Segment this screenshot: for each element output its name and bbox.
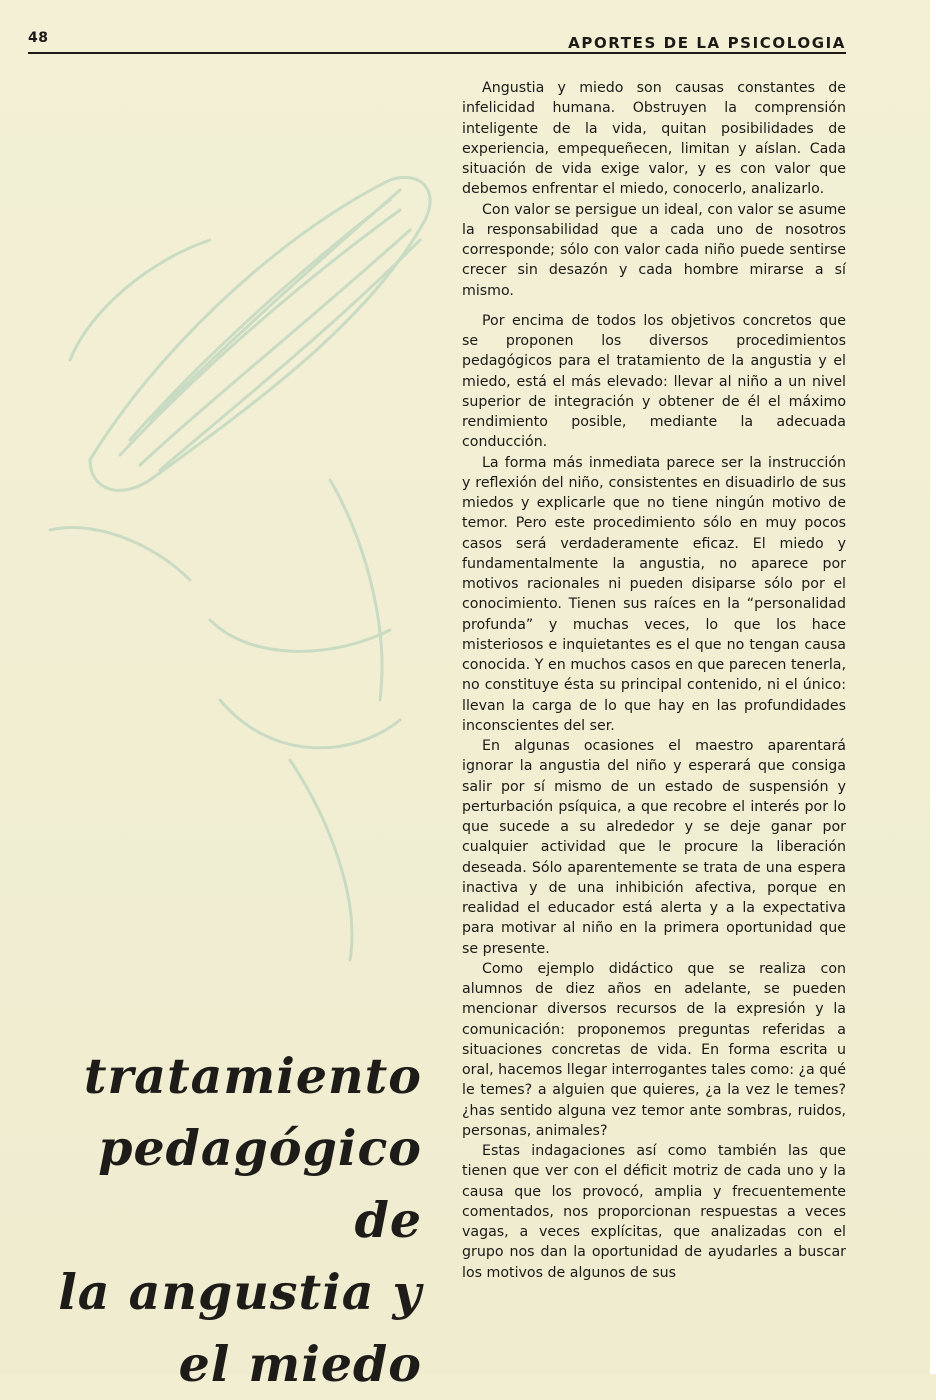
paragraph: En algunas ocasiones el maestro aparentará ignorar la angustia del niño y esperará que consiga salir por sí mismo de un estado de suspensión y perturbación psíquica, a que recobre el interés por lo que sucede a su alrededor y se deje ganar por cualquier actividad que le procure la liberación deseada. Sólo aparentemente se trata de una espera inactiva y de una inhibición afectiva, porque en realidad el educador está alerta y a la expectativa para motivar al niño en la primera oportunidad que se presente. [462, 738, 846, 957]
running-title: APORTES DE LA PSICOLOGIA [568, 34, 846, 52]
header-rule [28, 52, 846, 54]
paragraph: Con valor se persigue un ideal, con valor se asume la responsabilidad que a cada uno de nosotros corresponde; sólo con valor cada niño puede sentirse crecer sin desazón y cada hombre mirarse a sí mismo. [462, 201, 846, 299]
page-edge [930, 0, 936, 1374]
paragraph: Estas indagaciones así como también las que tienen que ver con el déficit motriz de cada uno y la causa que los provocó, amplia y frecuentemente comentados, nos proporcionan respuestas a veces vagas, a veces explícitas, que analizadas con el grupo nos dan la oportunidad de ayudarles a buscar los motivos de algunos de sus [462, 1143, 846, 1281]
heading-line: el miedo [178, 1335, 422, 1393]
paragraph: La forma más inmediata parece ser la instrucción y reflexión del niño, consistentes en disuadirlo de sus miedos y explicarle que no tiene ningún motivo de temor. Pero este procedimiento sólo en muy pocos casos será verdaderamente eficaz. El miedo y fundamentalmente la angustia, no aparece por motivos racionales ni pueden disiparse sólo por el conocimiento. Tienen sus raíces en la “personalidad profunda” y muchas veces, lo que los hace misteriosos e inquietantes es el que no tengan causa conocida. Y en muchos casos en que parecen tenerla, no constituye ésta su principal contenido, ni el único: llevan la carga de lo que hay en las profundidades inconscientes del ser. [462, 454, 846, 734]
article-body [462, 78, 846, 1283]
page-number: 48 [28, 30, 49, 46]
heading-line: la angustia y [58, 1263, 422, 1321]
paragraph: Angustia y miedo son causas constantes de infelicidad humana. Obstruyen la comprensión inteligente de la vida, quitan posibilidades de experiencia, empequeñecen, limitan y aíslan. Cada situación de vida exige valor, y es con valor que debemos enfrentar el miedo, conocerlo, analizarlo. [462, 80, 846, 198]
heading-line: pedagógico de [98, 1119, 422, 1249]
article-heading [26, 1040, 422, 1400]
heading-line: tratamiento [83, 1047, 422, 1105]
paragraph: Como ejemplo didáctico que se realiza con alumnos de diez años en adelante, se pueden mencionar diversos recursos de la expresión y la comunicación: proponemos preguntas referidas a situaciones concretas de vida. En forma escrita u oral, hacemos llegar interrogantes tales como: ¿a qué le temes? a alguien que quieres, ¿a la vez le temes? ¿has sentido alguna vez temor ante sombras, ruidos, personas, animales? [462, 960, 846, 1139]
background-illustration [30, 60, 460, 1060]
paragraph: Por encima de todos los objetivos concretos que se proponen los diversos procedimientos pedagógicos para el tratamiento de la angustia y el miedo, está el más elevado: llevar al niño a un nivel superior de integración y obtener de él el máximo rendimiento posible, mediante la adecuada conducción. [462, 312, 846, 451]
